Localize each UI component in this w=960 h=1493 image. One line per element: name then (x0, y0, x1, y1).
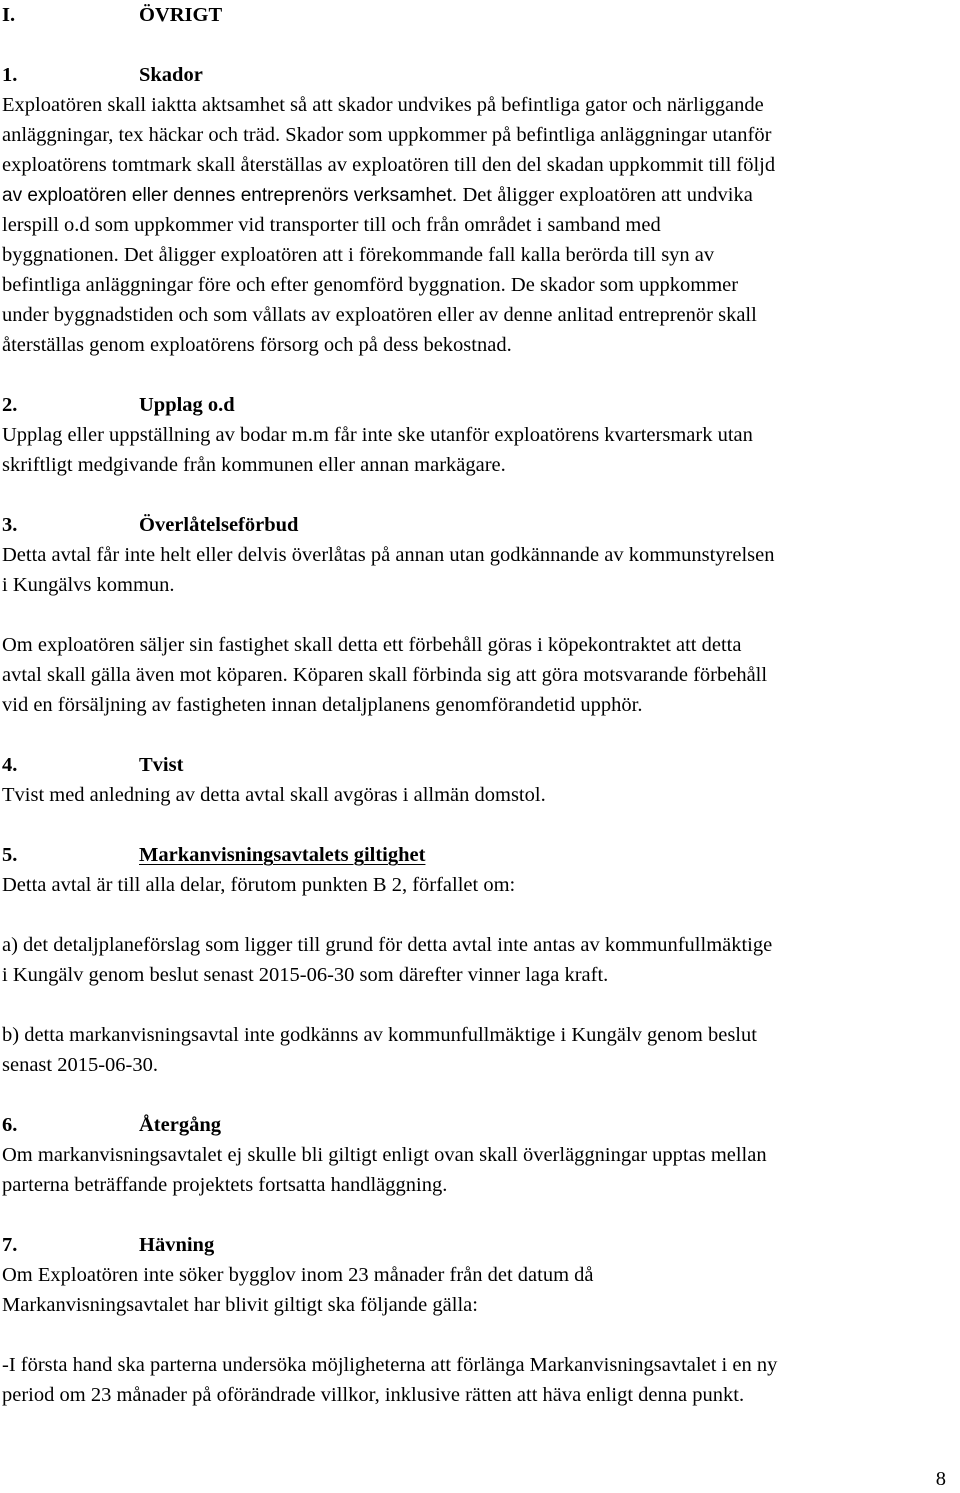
section-title: Hävning (139, 1234, 215, 1256)
paragraph-line: Detta avtal är till alla delar, förutom punkten B 2, förfallet om: (2, 874, 516, 896)
paragraph-line: a) det detaljplaneförslag som ligger till grund för detta avtal inte antas av kommunfullmäktige (2, 934, 773, 956)
chapter-heading (2, 0, 222, 30)
section-number: 4. (2, 754, 18, 776)
paragraph-line: Om markanvisningsavtalet ej skulle bli giltigt enligt ovan skall överläggningar upptas mellan (2, 1144, 767, 1166)
paragraph-line: vid en försäljning av fastigheten innan detaljplanens genomförandetid upphör. (2, 694, 643, 716)
section-5-heading (2, 840, 425, 870)
paragraph-line: -I första hand ska parterna undersöka möjligheterna att förlänga Markanvisningsavtalet i en ny (2, 1354, 778, 1376)
line-part: Det åligger exploatören att undvika (462, 184, 753, 206)
section-4-heading (2, 750, 183, 780)
line-part: befintliga anläggningar före och efter genomförd byggnation. (2, 274, 506, 296)
paragraph-line: exploatörens tomtmark skall återställas av exploatören till den del skadan uppkommit till följd (2, 154, 776, 176)
section-title: Skador (139, 64, 203, 86)
section-title: Tvist (139, 754, 184, 776)
section-title: Markanvisningsavtalets giltighet (139, 844, 426, 866)
paragraph-line: i Kungälvs kommun. (2, 574, 175, 596)
section-number: 7. (2, 1234, 18, 1256)
paragraph-line: period om 23 månader på oförändrade villkor, inklusive rätten att häva enligt denna punkt. (2, 1384, 745, 1406)
line-part: De skador som uppkommer (510, 274, 739, 296)
section-3-heading (2, 510, 298, 540)
paragraph-line (2, 240, 714, 270)
paragraph-line: Detta avtal får inte helt eller delvis överlåtas på annan utan godkännande av kommunstyrelsen (2, 544, 775, 566)
paragraph-line: återställas genom exploatörens försorg och på dess bekostnad. (2, 334, 512, 356)
section-title: Upplag o.d (139, 394, 235, 416)
paragraph-line: b) detta markanvisningsavtal inte godkänns av kommunfullmäktige i Kungälv genom beslut (2, 1024, 757, 1046)
paragraph-line: Om Exploatören inte söker bygglov inom 23 månader från det datum då (2, 1264, 594, 1286)
section-6-heading (2, 1110, 221, 1140)
paragraph-line: Om exploatören säljer sin fastighet skall detta ett förbehåll göras i köpekontraktet att detta (2, 634, 742, 656)
line-part: Det åligger exploatören att i förekommande fall kalla berörda till syn av (123, 244, 715, 266)
paragraph-line (2, 180, 753, 210)
paragraph-line: Tvist med anledning av detta avtal skall avgöras i allmän domstol. (2, 784, 546, 806)
line-part: av exploatören eller dennes entreprenörs verksamhet. (2, 185, 458, 206)
paragraph-line: i Kungälv genom beslut senast 2015-06-30 som därefter vinner laga kraft. (2, 964, 609, 986)
paragraph-line: senast 2015-06-30. (2, 1054, 159, 1076)
paragraph-line: Exploatören skall iaktta aktsamhet så att skador undvikes på befintliga gator och närliggande (2, 94, 764, 116)
line-part: byggnationen. (2, 244, 119, 266)
section-title: Återgång (139, 1114, 221, 1136)
paragraph-line: Markanvisningsavtalet har blivit giltigt ska följande gälla: (2, 1294, 478, 1316)
page-number: 8 (935, 1468, 946, 1490)
paragraph-line: lerspill o.d som uppkommer vid transporter till och från området i samband med (2, 214, 661, 236)
paragraph-line: Upplag eller uppställning av bodar m.m får inte ske utanför exploatörens kvartersmark utan (2, 424, 753, 446)
paragraph-line: anläggningar, tex häckar och träd. Skador som uppkommer på befintliga anläggningar utanför (2, 124, 772, 146)
section-2-heading (2, 390, 235, 420)
section-7-heading (2, 1230, 214, 1260)
chapter-title: ÖVRIGT (139, 4, 223, 26)
section-number: 1. (2, 64, 18, 86)
paragraph-line: avtal skall gälla även mot köparen. Köparen skall förbinda sig att göra motsvarande förbehåll (2, 664, 768, 686)
section-title: Överlåtelseförbud (139, 514, 299, 536)
section-1-heading (2, 60, 203, 90)
paragraph-line (2, 270, 738, 300)
section-number: 5. (2, 844, 18, 866)
paragraph-line: parterna beträffande projektets fortsatta handläggning. (2, 1174, 448, 1196)
chapter-number: I. (2, 4, 16, 26)
section-number: 3. (2, 514, 18, 536)
section-number: 6. (2, 1114, 18, 1136)
paragraph-line: under byggnadstiden och som vållats av exploatören eller av denne anlitad entreprenör skall (2, 304, 757, 326)
paragraph-line: skriftligt medgivande från kommunen eller annan markägare. (2, 454, 506, 476)
section-number: 2. (2, 394, 18, 416)
